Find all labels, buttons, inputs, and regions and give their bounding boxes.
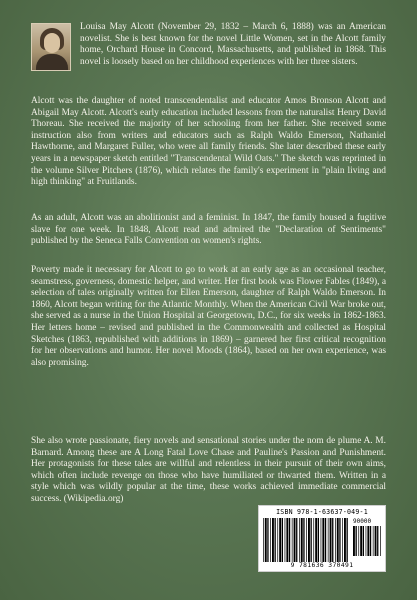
price-barcode-bars bbox=[353, 526, 381, 556]
barcode-bar bbox=[370, 526, 371, 556]
barcode-bar bbox=[373, 526, 374, 556]
bio-paragraph-abolition: As an adult, Alcott was an abolitionist and a feminist. In 1847, the family housed a fugitive slave for one week. In 1848, Alcott read and admired the "Declaration of Sentiments" published by the Seneca Falls Convention on women's rights. bbox=[31, 213, 386, 247]
barcode-bar bbox=[337, 518, 339, 562]
barcode-bar bbox=[342, 518, 343, 562]
barcode-bar bbox=[263, 518, 264, 562]
portrait-body bbox=[36, 54, 68, 71]
barcode-bar bbox=[294, 518, 296, 562]
barcode-bar bbox=[356, 526, 357, 556]
barcode-bar bbox=[272, 518, 274, 562]
barcode-bar bbox=[377, 526, 378, 556]
barcode-bar bbox=[267, 518, 268, 562]
author-portrait bbox=[31, 23, 71, 71]
price-code: 90000 bbox=[353, 518, 372, 525]
ean-barcode-bars bbox=[263, 518, 349, 562]
barcode-bar bbox=[296, 518, 297, 562]
barcode-bar bbox=[318, 518, 319, 562]
barcode-bar bbox=[265, 518, 267, 562]
barcode-bar bbox=[311, 518, 312, 562]
portrait-face bbox=[44, 33, 60, 53]
barcode-bar bbox=[279, 518, 281, 562]
barcode-bar bbox=[347, 518, 348, 562]
barcode-bar bbox=[299, 518, 300, 562]
barcode-bar bbox=[339, 518, 340, 562]
barcode-bar bbox=[353, 526, 355, 556]
barcode-bar bbox=[292, 518, 293, 562]
barcode-bar bbox=[277, 518, 278, 562]
barcode-bar bbox=[313, 518, 314, 562]
barcode-bar bbox=[325, 518, 326, 562]
bio-paragraph-intro: Louisa May Alcott (November 29, 1832 – March 6, 1888) was an American novelist. She is best known for the novel Little Women, set in the Alcott family home, Orchard House in Concord, Massachusetts, and published in 1868. This novel is loosely based on her childhood experiences with her three sisters. bbox=[80, 22, 386, 67]
isbn-label: ISBN 978-1-63637-049-1 bbox=[276, 508, 368, 516]
barcode-bar bbox=[301, 518, 303, 562]
barcode-bar bbox=[380, 526, 381, 556]
barcode-bar bbox=[308, 518, 310, 562]
barcode-bar bbox=[363, 526, 364, 556]
barcode-bar bbox=[360, 526, 362, 556]
barcode-bar bbox=[358, 526, 359, 556]
barcode-bar bbox=[335, 518, 336, 562]
barcode-bar bbox=[322, 518, 324, 562]
barcode-bar bbox=[367, 526, 369, 556]
barcode-bar bbox=[282, 518, 283, 562]
barcode-bar bbox=[303, 518, 304, 562]
barcode-bar bbox=[321, 518, 322, 562]
barcode-bar bbox=[375, 526, 377, 556]
barcode-bar bbox=[366, 526, 367, 556]
barcode-bar bbox=[286, 518, 288, 562]
isbn-barcode bbox=[258, 505, 386, 572]
bio-paragraph-career: Poverty made it necessary for Alcott to go to work at an early age as an occasional teacher, seamstress, governess, domestic helper, and writer. Her first book was Flower Fables (1849), a selection of tales originally written for Ellen Emerson, daughter of Ralph Waldo Emerson. In 1860, Alcott began writing for the Atlantic Monthly. When the American Civil War broke out, she served as a nurse in the Union Hospital at Georgetown, D.C., for six weeks in 1862-1863. Her letters home – revised and published in the Commonwealth and collected as Hospital Sketches (1863, republished with additions in 1869) – garnered her first critical recognition for her observations and humor. Her novel Moods (1864), based on her own experience, was also promising. bbox=[31, 265, 386, 368]
barcode-bar bbox=[330, 518, 332, 562]
barcode-digits: 9 781636 370491 bbox=[290, 562, 354, 569]
barcode-bar bbox=[285, 518, 286, 562]
barcode-bar bbox=[328, 518, 329, 562]
barcode-bar bbox=[289, 518, 290, 562]
bio-paragraph-education: Alcott was the daughter of noted transcendentalist and educator Amos Bronson Alcott and Abigail May Alcott. Alcott's early education included lessons from the naturalist Henry David Thoreau. She received the majority of her schooling from her father. She received some instruction also from writers and educators such as Ralph Waldo Emerson, Nathaniel Hawthorne, and Margaret Fuller, who were all family friends. She later described these early years in a newspaper sketch entitled "Transcendental Wild Oats." The sketch was reprinted in the volume Silver Pitchers (1876), which relates the family's experiment in "plain living and high thinking" at Fruitlands. bbox=[31, 96, 386, 188]
barcode-bar bbox=[306, 518, 307, 562]
barcode-bar bbox=[270, 518, 271, 562]
barcode-bar bbox=[332, 518, 333, 562]
barcode-bar bbox=[275, 518, 276, 562]
barcode-bar bbox=[315, 518, 317, 562]
bio-paragraph-pseudonym: She also wrote passionate, fiery novels and sensational stories under the nom de plume A. M. Barnard. Among these are A Long Fatal Love Chase and Pauline's Passion and Punishment. Her protagonists for these tales are willful and relentless in their pursuit of their own aims, which often include revenge on those who have humiliated or thwarted them. Written in a style which was wildly popular at the time, these works achieved immediate commercial success. (Wikipedia.org) bbox=[31, 436, 386, 504]
barcode-bar bbox=[344, 518, 346, 562]
